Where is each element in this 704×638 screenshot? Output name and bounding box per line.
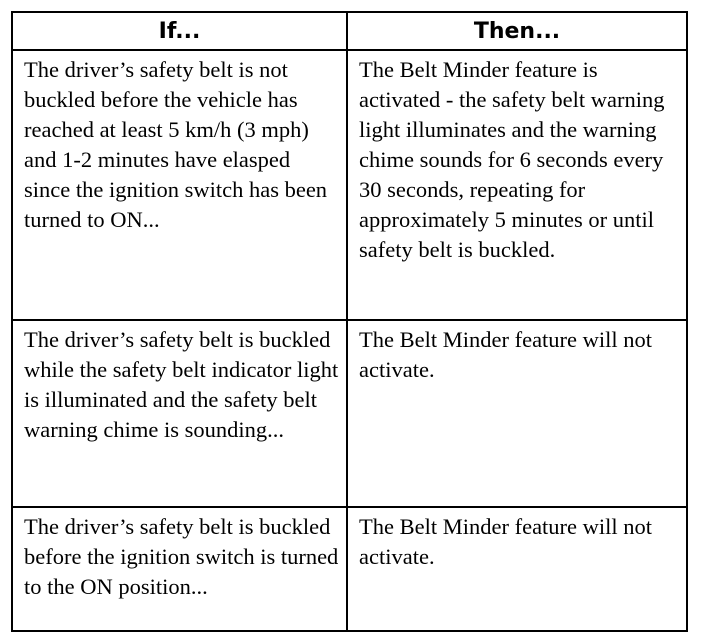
belt-minder-table <box>11 11 688 632</box>
then-cell: The Belt Minder feature is activated - the safety belt warning light illuminates and the warning chime sounds for 6 seconds every 30 seconds, repeating for approximately 5 minutes or until safety belt is buckled. <box>347 50 687 320</box>
then-cell: The Belt Minder feature will not activate. <box>347 507 687 631</box>
header-if: If... <box>12 12 347 50</box>
if-cell: The driver’s safety belt is not buckled before the vehicle has reached at least 5 km/h (3 mph) and 1-2 minutes have elasped since the ignition switch has been turned to ON... <box>12 50 347 320</box>
table-header-row <box>12 12 687 50</box>
belt-minder-table-container <box>11 11 686 628</box>
table-row <box>12 507 687 631</box>
table-row <box>12 320 687 507</box>
header-then: Then... <box>347 12 687 50</box>
if-cell: The driver’s safety belt is buckled before the ignition switch is turned to the ON position... <box>12 507 347 631</box>
if-cell: The driver’s safety belt is buckled while the safety belt indicator light is illuminated and the safety belt warning chime is sounding... <box>12 320 347 507</box>
table-row <box>12 50 687 320</box>
then-cell: The Belt Minder feature will not activate. <box>347 320 687 507</box>
